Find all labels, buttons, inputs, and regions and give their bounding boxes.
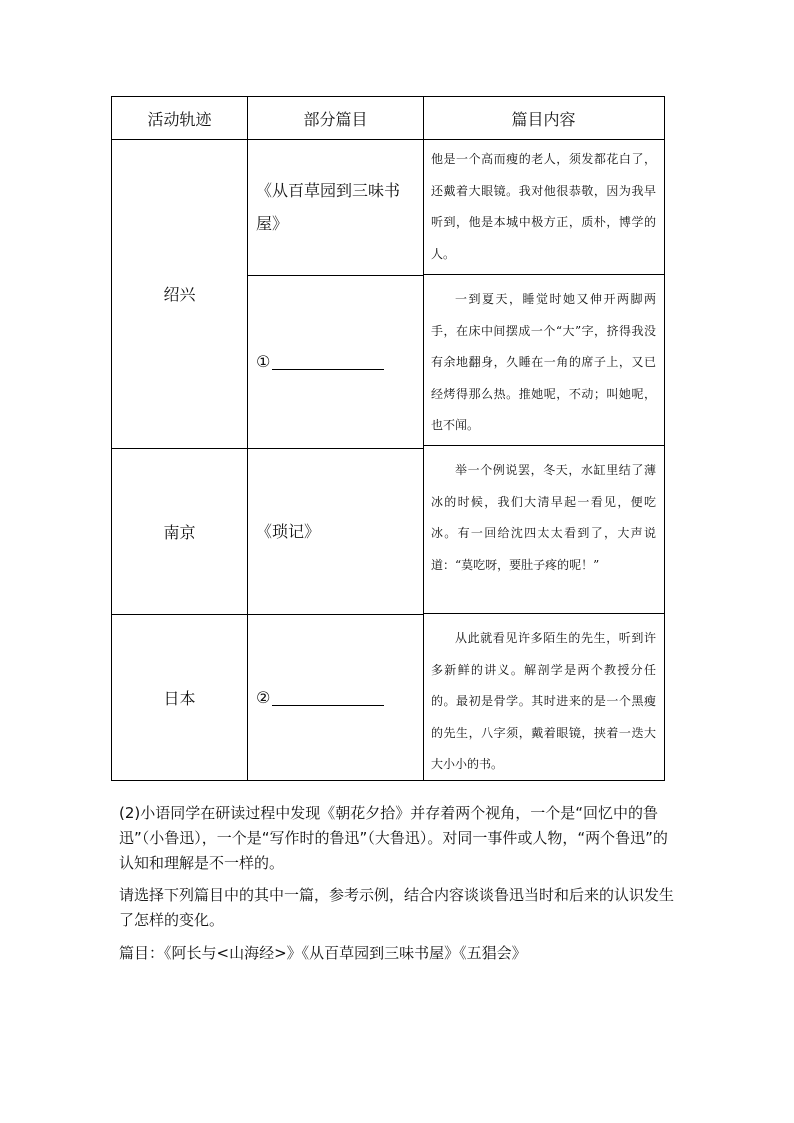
title-text-3: 《琐记》 <box>256 521 321 541</box>
location-shaoxing: 绍兴 <box>163 285 196 304</box>
title-text-1: 《从百草园到三味书屋》 <box>256 181 401 233</box>
grid-line <box>111 780 423 781</box>
header-location: 活动轨迹 <box>147 109 212 129</box>
location-nanjing: 南京 <box>163 522 196 542</box>
grid-line <box>423 613 665 614</box>
grid-line <box>111 139 665 140</box>
blank-answer-2 <box>248 614 423 781</box>
answer-line-2[interactable] <box>272 689 384 706</box>
header-content: 篇目内容 <box>511 109 576 129</box>
article-list: 篇目：《阿长与<山海经>》《从百草园到三味书屋》《五猖会》 <box>119 944 527 962</box>
content-2: 一到夏天，睡觉时她又伸开两脚两手，在床中间摆成一个“大”字，挤得我没有余地翻身，久睡在一角的席子上，又已经烤得那么热。推她呢，不动；叫她呢，也不闻。 <box>431 292 656 432</box>
grid-line <box>111 448 423 449</box>
content-1: 他是一个高而瘦的老人，须发都花白了，还戴着大眼镜。我对他很恭敬，因为我早听到，他是本城中极方正，质朴，博学的人。 <box>431 152 656 261</box>
grid-line <box>423 274 665 275</box>
grid-line <box>111 96 665 97</box>
blank-number-1: ① <box>256 352 271 371</box>
grid-line <box>423 780 665 781</box>
grid-line <box>423 96 424 781</box>
question-paragraph-2: 请选择下列篇目中的其中一篇，参考示例，结合内容谈谈鲁迅当时和后来的认识发生了怎样的变化。 <box>119 886 675 929</box>
grid-line <box>248 275 423 276</box>
content-3: 举一个例说罢，冬天，水缸里结了薄冰的时候，我们大清早起一看见，便吃冰。有一回给沈四太太看到了，大声说道：“莫吃呀，要肚子疼的呢！” <box>431 463 656 572</box>
header-title: 部分篇目 <box>303 109 368 129</box>
grid-line <box>111 96 112 781</box>
location-japan: 日本 <box>163 689 196 708</box>
title-baicaoyuan <box>248 139 423 275</box>
answer-line-1[interactable] <box>272 353 384 370</box>
grid-line <box>247 96 248 781</box>
blank-number-2: ② <box>256 688 271 707</box>
grid-line <box>111 614 423 615</box>
content-4: 从此就看见许多陌生的先生，听到许多新鲜的讲义。解剖学是两个教授分任的。最初是骨学。其时进来的是一个黑瘦的先生，八字须，戴着眼镜，挟着一迭大大小小的书。 <box>431 631 656 771</box>
question-paragraph-1: (2)小语同学在研读过程中发现《朝花夕拾》并存着两个视角，一个是“回忆中的鲁迅”（小鲁迅），一个是“写作时的鲁迅”（大鲁迅）。对同一事件或人物，“两个鲁迅”的认知和理解是不一样的。 <box>119 804 668 872</box>
blank-answer-1 <box>248 275 423 448</box>
grid-line <box>664 96 665 781</box>
grid-line <box>423 445 665 446</box>
title-suoji <box>248 448 423 614</box>
